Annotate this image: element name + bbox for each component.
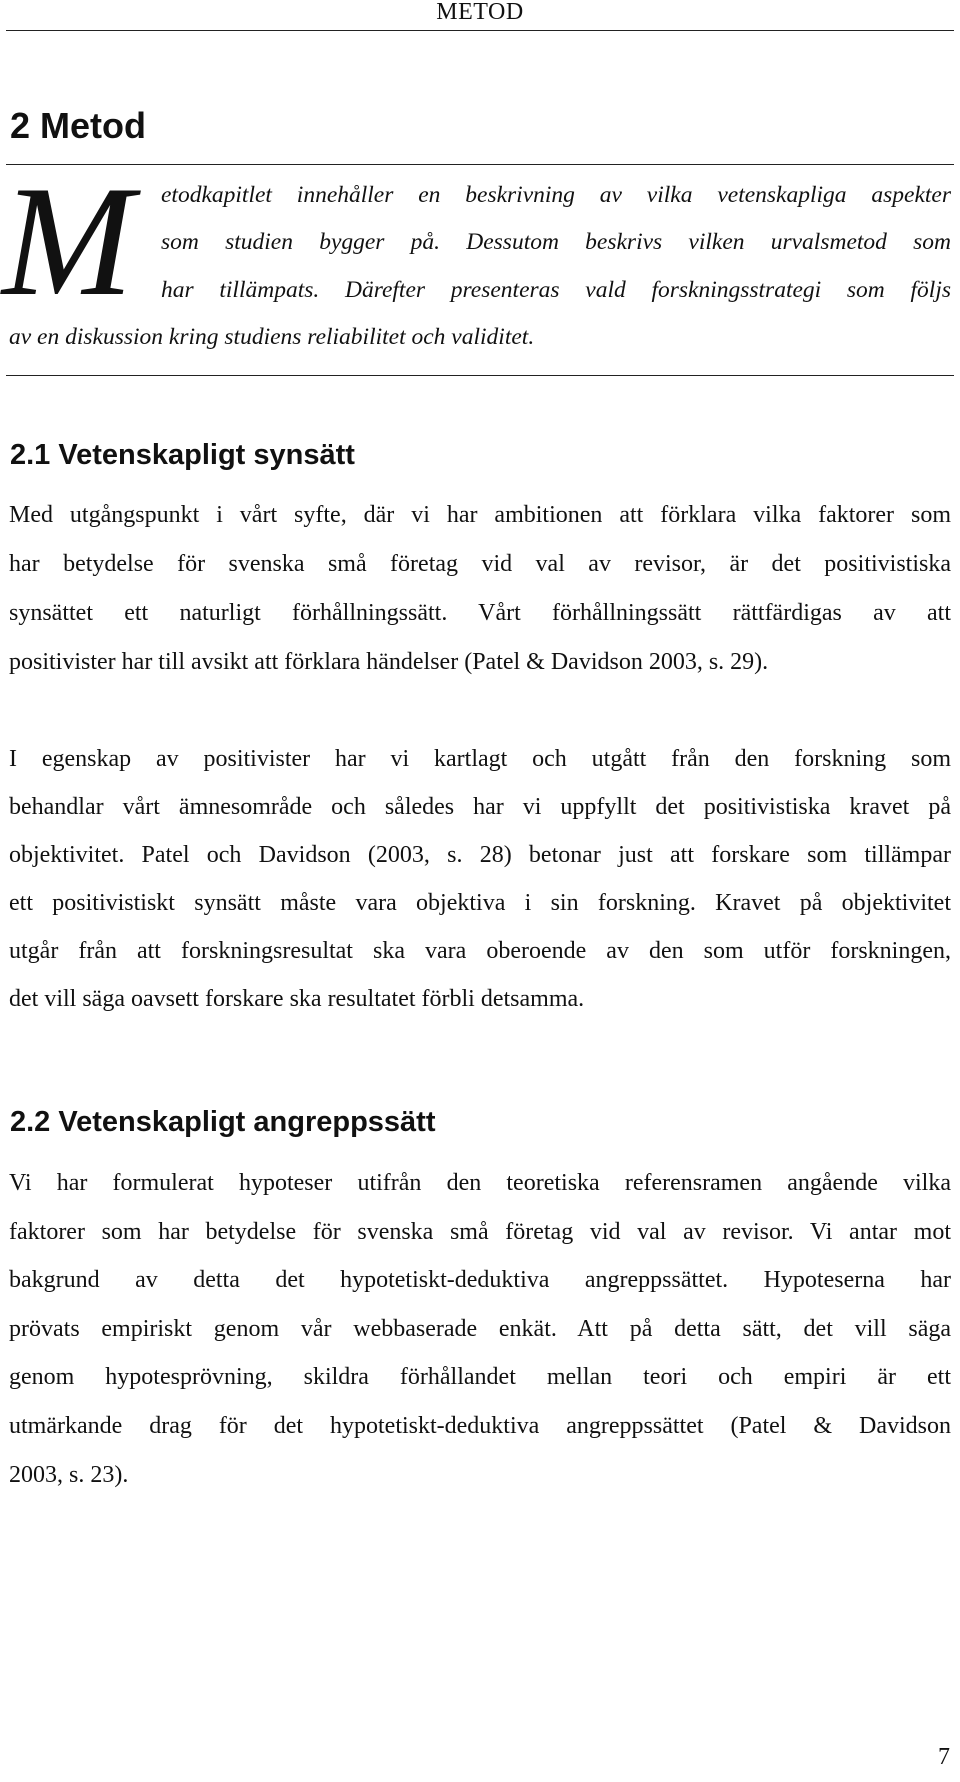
section-heading: 2.1 Vetenskapligt synsätt — [10, 439, 355, 471]
paragraph-line: prövats empiriskt genom vår webbaserade enkät. Att på detta sätt, det vill säga — [9, 1316, 951, 1342]
page-number: 7 — [938, 1744, 950, 1770]
paragraph-line: det vill säga oavsett forskare ska resultatet förbli detsamma. — [9, 986, 585, 1012]
paragraph-line: Med utgångspunkt i vårt syfte, där vi har ambitionen att förklara vilka faktorer som — [9, 502, 951, 528]
intro-line: av en diskussion kring studiens reliabilitet och validitet. — [9, 324, 535, 350]
paragraph-line: bakgrund av detta det hypotetiskt-deduktiva angreppssättet. Hypoteserna har — [9, 1267, 951, 1293]
paragraph-line: behandlar vårt ämnesområde och således har vi uppfyllt det positivistiska kravet på — [9, 794, 951, 820]
intro-rule-bottom — [6, 375, 954, 376]
paragraph-line: genom hypotesprövning, skildra förhållandet mellan teori och empiri är ett — [9, 1364, 951, 1390]
paragraph-line: objektivitet. Patel och Davidson (2003, s. 28) betonar just att forskare som tillämpar — [9, 842, 951, 868]
paragraph-line: har betydelse för svenska små företag vid val av revisor, är det positivistiska — [9, 551, 951, 577]
chapter-title: 2 Metod — [10, 105, 147, 146]
paragraph-line: utgår från att forskningsresultat ska vara oberoende av den som utför forskningen, — [9, 938, 951, 964]
intro-line: har tillämpats. Därefter presenteras vald forskningsstrategi som följs — [161, 277, 951, 303]
intro-line: som studien bygger på. Dessutom beskrivs vilken urvalsmetod som — [161, 229, 951, 255]
paragraph-line: utmärkande drag för det hypotetiskt-deduktiva angreppssättet (Patel & Davidson — [9, 1413, 951, 1439]
intro-dropcap: M — [2, 154, 134, 329]
paragraph-line: positivister har till avsikt att förklara händelser (Patel & Davidson 2003, s. 29). — [9, 649, 769, 675]
paragraph-line: ett positivistiskt synsätt måste vara objektiva i sin forskning. Kravet på objektivitet — [9, 890, 951, 916]
paragraph-line: Vi har formulerat hypoteser utifrån den teoretiska referensramen angående vilka — [9, 1170, 951, 1196]
paragraph-line: I egenskap av positivister har vi kartlagt och utgått från den forskning som — [9, 746, 951, 772]
running-header: METOD — [436, 0, 524, 25]
header-rule — [6, 30, 954, 31]
section-heading: 2.2 Vetenskapligt angreppssätt — [10, 1106, 436, 1138]
paragraph-line: 2003, s. 23). — [9, 1462, 129, 1488]
intro-line: etodkapitlet innehåller en beskrivning av vilka vetenskapliga aspekter — [161, 182, 951, 208]
paragraph-line: synsättet ett naturligt förhållningssätt. Vårt förhållningssätt rättfärdigas av att — [9, 600, 951, 626]
paragraph-line: faktorer som har betydelse för svenska små företag vid val av revisor. Vi antar mot — [9, 1219, 951, 1245]
intro-rule-top — [6, 164, 954, 165]
